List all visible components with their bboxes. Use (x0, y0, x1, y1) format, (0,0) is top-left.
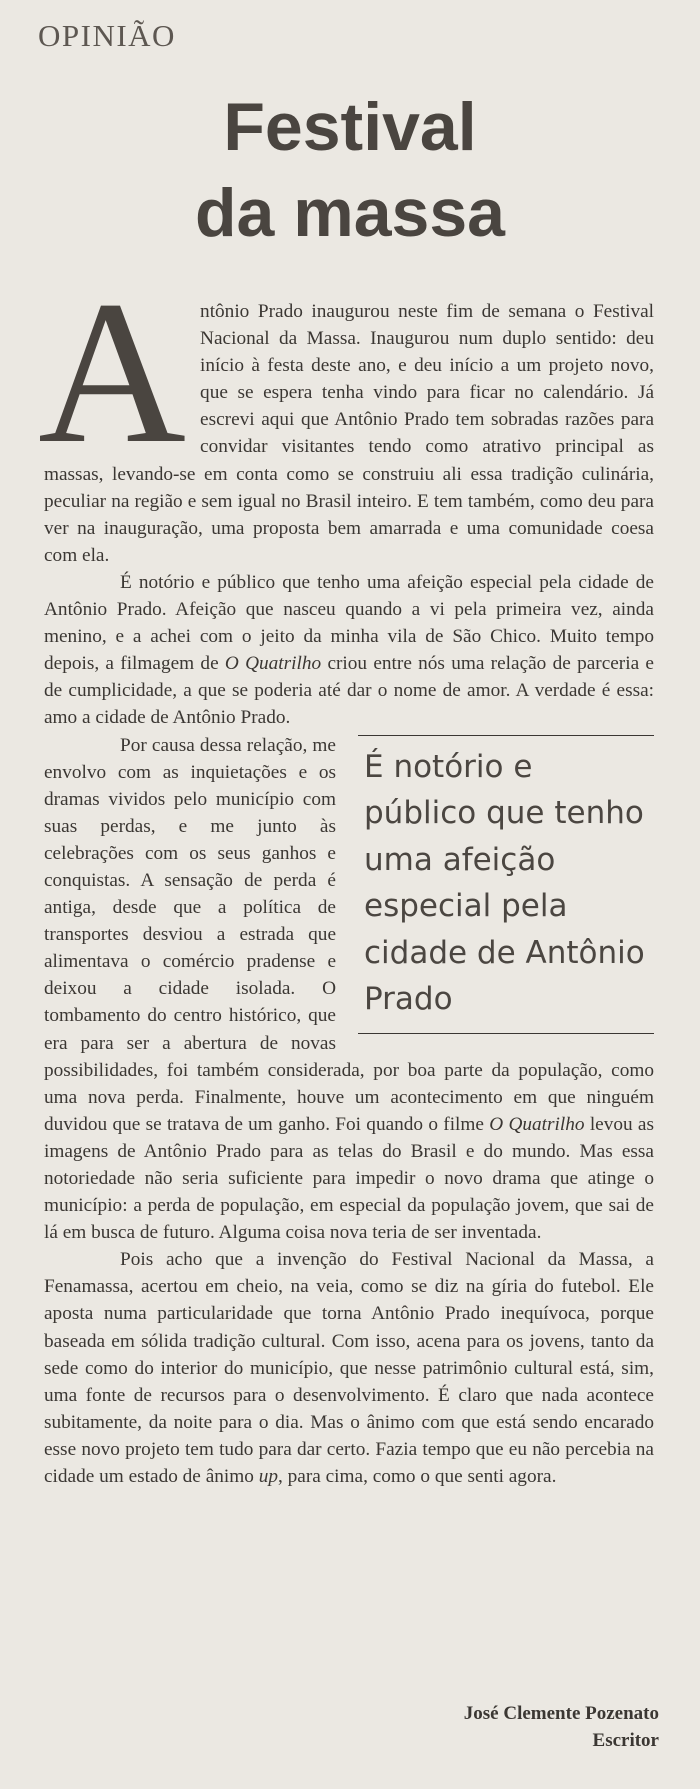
paragraph-4-text-b: , para cima, como o que senti agora. (277, 1466, 557, 1488)
film-title: O Quatrilho (224, 653, 322, 675)
author-name: José Clemente Pozenato (463, 1703, 659, 1724)
pull-quote: É notório e público que tenho uma afeição especial pela cidade de Antônio Prado (358, 735, 654, 1034)
section-label: OPINIÃO (38, 18, 176, 53)
emphasis-up: up (258, 1466, 278, 1488)
paragraph-4-text-a: Pois acho que a invenção do Festival Nacional da Massa, a Fenamassa, acertou em cheio, na veia, como se diz na gíria do futebol. Ele aposta numa particularidade que torna Antônio Prado inequívoca, porque baseada em sólida tradição cultural. Com isso, acena para os jovens, tanto da sede como do interior do município, que nesse patrimônio cultural está, sim, uma fonte de recursos para o desenvolvimento. É claro que nada acontece subitamente, da noite para o dia. Mas o ânimo com que está sendo encarado esse novo projeto tem tudo para dar certo. Fazia tempo que eu não percebia na cidade um estado de ânimo (44, 1249, 654, 1488)
film-title: O Quatrilho (489, 1113, 585, 1135)
title-line-1: Festival (223, 89, 477, 165)
paragraph-2-text-a: É notório e público que tenho uma afeição especial pela cidade de Antônio Prado. Afeição que nasceu quando a vi pela primeira vez, ainda menino, e a achei com o jeito da minha vila de São Chico. Muito tempo depois, a filmagem de (44, 571, 654, 675)
paragraph-3-text-a: Por causa dessa relação, me envolvo com as inquietações e os dramas vividos pelo município com suas perdas, e me junto às celebrações com os seus ganhos e conquistas. A sensação de perda é antiga, desde que a política de transportes desviou a estrada que alimentava o comércio pradense e deixou a cidade isolada. O tombamento do centro histórico, que era para ser a abertura de novas possibilidades, foi também considerada, por boa parte da população, como uma nova perda. Finalmente, houve um acontecimento em que ninguém duvidou que se tratava de um ganho. Foi quando o filme (44, 734, 654, 1135)
paragraph-2 (44, 569, 654, 732)
title-line-2: da massa (195, 175, 505, 251)
paragraph-3-text-b: levou as imagens de Antônio Prado para as telas do Brasil e do mundo. Mas essa notoriedade não seria suficiente para impedir o novo drama que atinge o município: a perda de população, em especial da população jovem, que sai de lá em busca de futuro. Alguma coisa nova teria de ser inventada. (44, 1113, 654, 1244)
author-byline (464, 1700, 659, 1754)
author-role: Escritor (592, 1730, 659, 1751)
paragraph-1-text: ntônio Prado inaugurou neste fim de semana o Festival Nacional da Massa. Inaugurou num duplo sentido: deu início à festa deste ano, e deu início a um projeto novo, que se espera tenha vindo para ficar no calendário. Já escrevi aqui que Antônio Prado tem sobradas razões para convidar visitantes tendo como atrativo principal as massas, levando-se em conta como se construiu ali essa tradição culinária, peculiar na região e sem igual no Brasil inteiro. E tem também, como deu para ver na inauguração, uma proposta bem amarrada e uma comunidade coesa com ela. (44, 301, 654, 566)
article-body (38, 259, 654, 1490)
article-title (0, 84, 700, 256)
paragraph-4 (44, 1246, 654, 1490)
paragraph-2-text-b: criou entre nós uma relação de parceria e de cumplicidade, a que se poderia até dar o nome de amor. A verdade é essa: amo a cidade de Antônio Prado. (44, 653, 654, 729)
drop-cap: A (38, 259, 187, 486)
